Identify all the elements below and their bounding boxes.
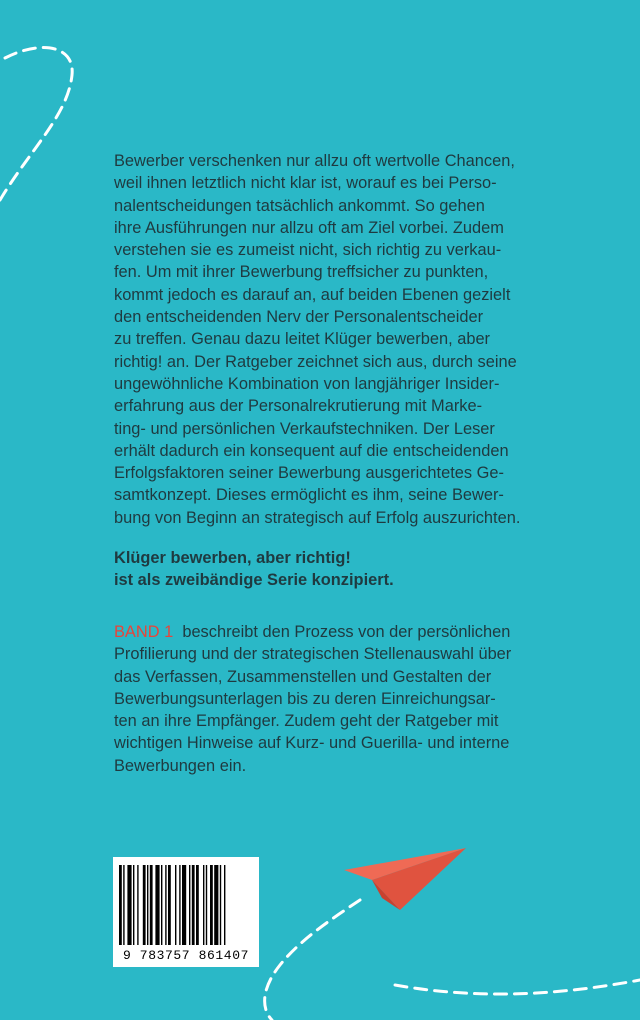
band-line: ten an ihre Empfänger. Zudem geht der Ratgeber mit xyxy=(114,712,499,731)
barcode-bar xyxy=(143,865,146,945)
blurb-line: bung von Beginn an strategisch auf Erfolg auszurichten. xyxy=(114,508,521,527)
paper-plane-icon xyxy=(344,848,466,910)
blurb-line: erhält dadurch ein konsequent auf die entscheidenden xyxy=(114,441,509,460)
barcode-bar xyxy=(123,865,124,945)
barcode-bar xyxy=(196,865,199,945)
barcode-bar xyxy=(150,865,153,945)
barcode-bars xyxy=(119,865,253,945)
blurb-line: kommt jedoch es darauf an, auf beiden Ebenen gezielt xyxy=(114,285,511,304)
band-line: wichtigen Hinweise auf Kurz- und Guerilla- und interne xyxy=(114,734,510,753)
blurb-line: samtkonzept. Dieses ermöglicht es ihm, seine Bewer- xyxy=(114,486,504,505)
blurb-line: ting- und persönlichen Verkaufstechniken. Der Leser xyxy=(114,419,495,438)
barcode-bar xyxy=(182,865,186,945)
series-line-1: Klüger bewerben, aber richtig! xyxy=(114,549,351,567)
series-line-2: ist als zweibändige Serie konzipiert. xyxy=(114,571,394,590)
band-first-line-text: beschreibt den Prozess von der persönlichen xyxy=(182,623,511,641)
blurb-line: fen. Um mit ihrer Bewerbung treffsicher zu punkten, xyxy=(114,263,489,282)
barcode-bar xyxy=(214,865,218,945)
barcode-digits: 9 783757 861407 xyxy=(122,948,250,963)
barcode-bar xyxy=(168,865,171,945)
band-line: Bewerbungen ein. xyxy=(114,756,247,775)
blurb-line: ungewöhnliche Kombination von langjähriger Insider- xyxy=(114,374,500,393)
blurb-line: weil ihnen letztlich nicht klar ist, worauf es bei Perso- xyxy=(114,174,497,193)
band-line: das Verfassen, Zusammenstellen und Gestalten der xyxy=(114,667,492,686)
band-line: Profilierung und der strategischen Stellenauswahl über xyxy=(114,645,512,664)
barcode-bar xyxy=(224,865,225,945)
band-label: BAND 1 xyxy=(114,623,174,641)
blurb-line: verstehen sie es zumeist nicht, sich richtig zu verkau- xyxy=(114,241,502,260)
barcode-bar xyxy=(189,865,190,945)
barcode-bar xyxy=(147,865,148,945)
blurb-line: Erfolgsfaktoren seiner Bewerbung ausgerichtetes Ge- xyxy=(114,464,504,483)
barcode-bar xyxy=(175,865,176,945)
barcode-bar xyxy=(161,865,162,945)
barcode-bar xyxy=(165,865,166,945)
barcode-bar xyxy=(192,865,195,945)
dashed-flight-path-bottom xyxy=(265,900,360,1020)
barcode-bar xyxy=(210,865,213,945)
series-note xyxy=(114,547,534,592)
blurb-line: zu treffen. Genau dazu leitet Klüger bewerben, aber xyxy=(114,330,491,349)
barcode-bar xyxy=(155,865,159,945)
isbn-barcode xyxy=(113,857,259,967)
band-1-description xyxy=(114,621,544,777)
blurb-line: nalentscheidungen tatsächlich ankommt. So gehen xyxy=(114,196,485,215)
barcode-bar xyxy=(203,865,204,945)
blurb-line: ihre Ausführungen nur allzu oft am Ziel vorbei. Zudem xyxy=(114,218,504,237)
barcode-bar xyxy=(179,865,180,945)
band-line: Bewerbungsunterlagen bis zu deren Einreichungsar- xyxy=(114,689,496,708)
blurb-line: erfahrung aus der Personalrekrutierung mit Marke- xyxy=(114,397,483,416)
barcode-bar xyxy=(133,865,134,945)
barcode-bar xyxy=(220,865,221,945)
band-first-line xyxy=(114,621,544,643)
dashed-flight-path-right xyxy=(395,980,640,994)
barcode-bar xyxy=(119,865,122,945)
blurb-line: Bewerber verschenken nur allzu oft wertvolle Chancen, xyxy=(114,152,515,170)
barcode-bar xyxy=(127,865,131,945)
barcode-bar xyxy=(206,865,207,945)
blurb-text xyxy=(114,150,534,529)
barcode-bar xyxy=(137,865,138,945)
blurb-line: den entscheidenden Nerv der Personalentscheider xyxy=(114,308,484,327)
dashed-flight-path-top xyxy=(0,48,72,200)
blurb-line: richtig! an. Der Ratgeber zeichnet sich aus, durch seine xyxy=(114,352,517,371)
